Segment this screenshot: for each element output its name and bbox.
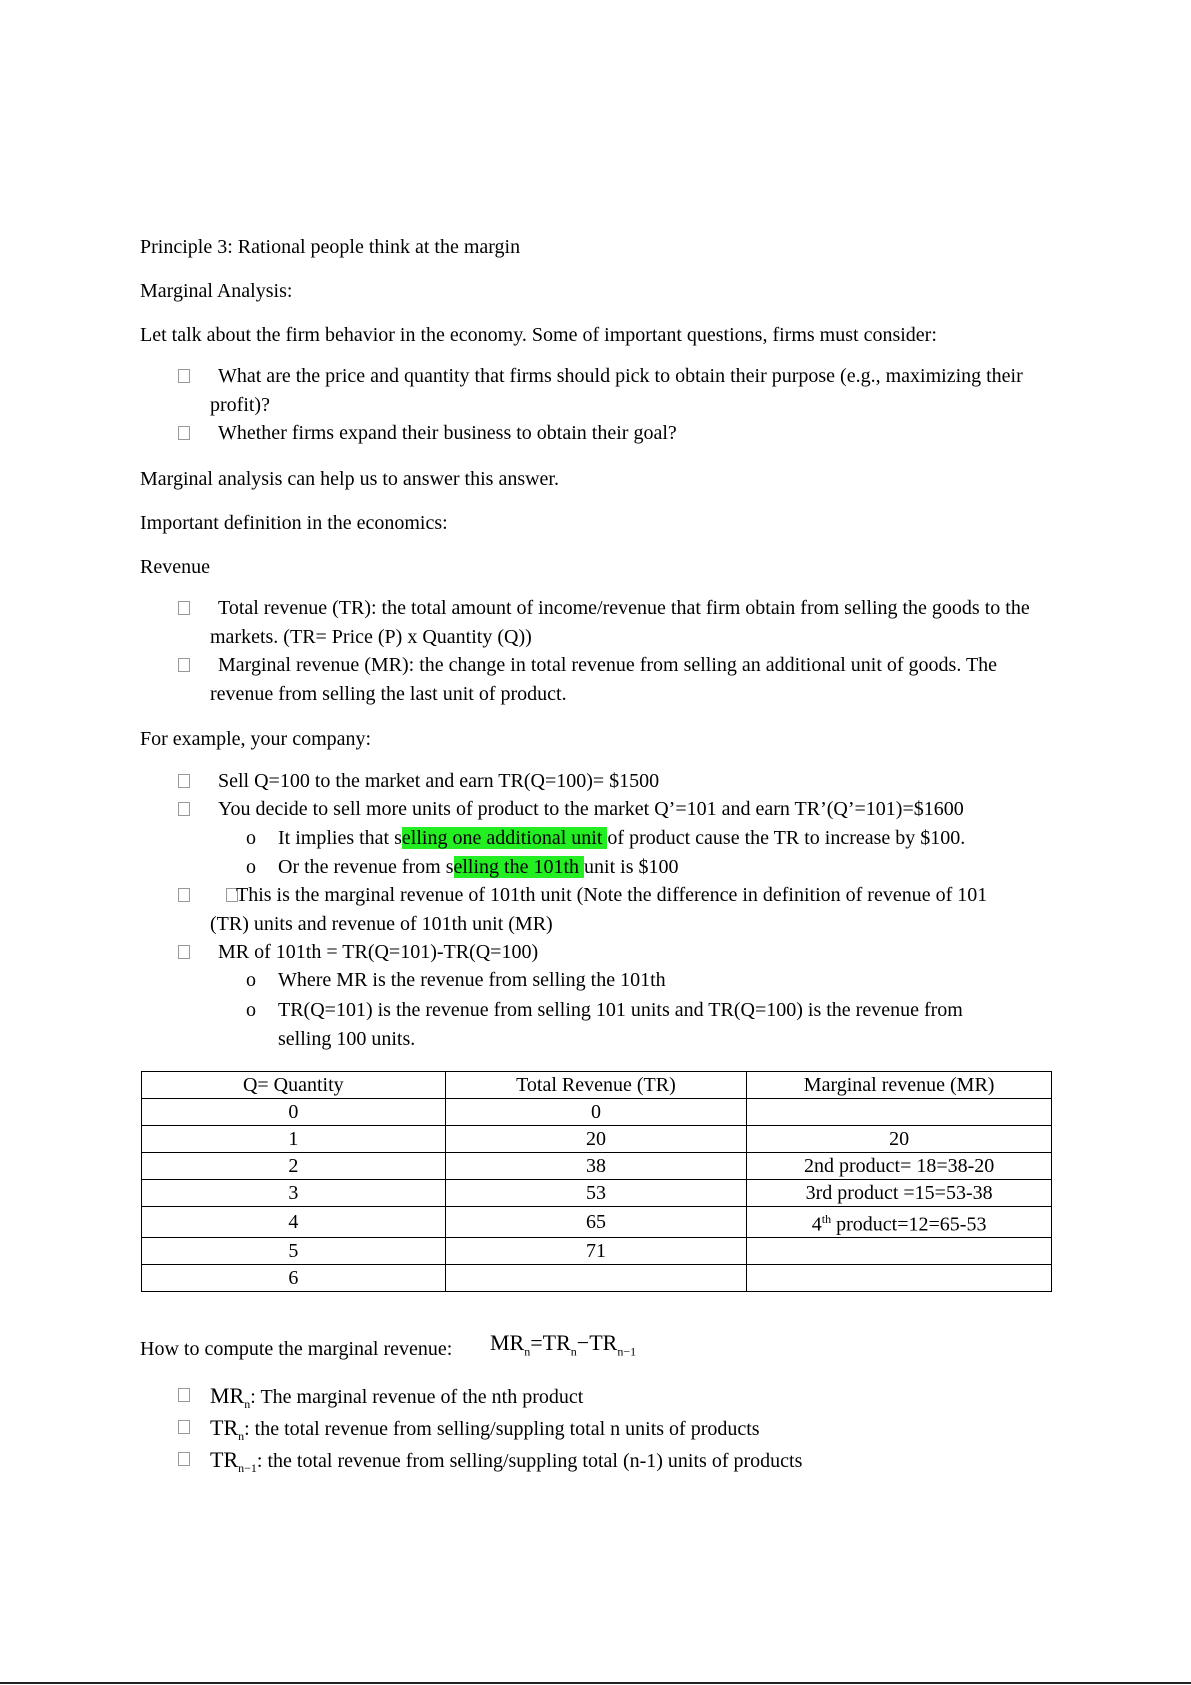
table-row: 1 20 20 — [142, 1126, 1052, 1153]
bullet-box-icon — [178, 1420, 190, 1434]
column-header: Marginal revenue (MR) — [747, 1072, 1052, 1099]
bullet-box-icon — [178, 601, 190, 615]
document-page: Principle 3: Rational people think at the margin Marginal Analysis: Let talk about the firm behavior in the economy. Some of important questions, firms must consider: What are the price and quantity that firms should pick to obtain their purpose (e.g., maximizing their profit)? Whether firms expand their business to obtain their goal? Marginal analysis can help us to answer this answer. Important definition in the economics: Revenue Total revenue (TR): the total amount of income/revenue that firm obtain from selling the goods to the markets. (TR= Price (P) x Quantity (Q)) Marginal revenue (MR): the change in total revenue from selling an additional unit of goods. The revenue from selling the last unit of product. For example, your company: Sell Q=100 to the market and earn TR(Q=100)= $1500 You decide to sell more units of product to the market Q’=101 and earn TR’(Q’=101)=$1600 o It implies that selling one additional unit of product cause the TR to increase by $100. o Or the revenue from selling the 101th unit is $100 This is the marginal revenue of 101th unit (Note the difference in definition of revenue of 101 (TR) units and revenue of 101th unit (MR) MR of 101th = TR(Q=101)-TR(Q=100) o Where MR is the revenue from selling the 101th o TR(Q=101) is the revenue from selling 101 units and TR(Q=100) is the revenue from selling 100 units. Q= Quantity Total Revenue (TR) Marginal revenue (MR) 0 0 1 20 20 2 38 2nd product= 18=38-20 3 53 3rd product =15=53-38 4 65 4th product=12=65-53 5 71 6 How to compute the marginal revenue: $MR_n=TR_n-TR_{n-1}$ $MR_n$: The marginal revenue of the nth product $TR_n$: the total revenue from selling/suppling total n units of products $TR_{n-1}$: the total revenue from selling/suppling total (n-1) units of products — [0, 0, 1191, 1685]
definition-heading: Important definition in the economics: — [140, 512, 448, 534]
bullet-box-icon — [178, 1452, 190, 1466]
table-row: 6 — [142, 1264, 1052, 1291]
answer-line: Marginal analysis can help us to answer this answer. — [140, 468, 559, 490]
table-row: 5 71 — [142, 1237, 1052, 1264]
revenue-table — [141, 1071, 1052, 1292]
table-row: 4 65 4th product=12=65-53 — [142, 1207, 1052, 1238]
column-header: Q= Quantity — [142, 1072, 446, 1099]
bullet-box-icon — [178, 945, 190, 959]
bullet-box-icon — [178, 658, 190, 672]
bullet-box-icon — [178, 369, 190, 383]
revenue-heading: Revenue — [140, 556, 210, 578]
bullet-box-icon — [178, 426, 190, 440]
bullet-box-icon — [178, 888, 190, 902]
table-row: 0 0 — [142, 1099, 1052, 1126]
bullet-box-icon — [178, 774, 190, 788]
example-heading: For example, your company: — [140, 728, 372, 750]
highlight: elling the 101th — [453, 856, 585, 878]
table-header-row — [142, 1072, 1052, 1099]
column-header: Total Revenue (TR) — [445, 1072, 747, 1099]
compute-label: How to compute the marginal revenue: — [140, 1338, 453, 1360]
bullet-box-icon — [178, 1388, 190, 1402]
intro-paragraph: Let talk about the firm behavior in the economy. Some of important questions, firms must consider: — [140, 324, 937, 346]
highlight: elling one additional unit — [401, 827, 608, 849]
page-bottom-rule — [0, 1682, 1191, 1684]
principle-title: Principle 3: Rational people think at the margin — [140, 236, 521, 258]
marginal-revenue-formula: $MR_n=TR_n-TR_{n-1}$ — [490, 1330, 637, 1359]
marginal-analysis-heading: Marginal Analysis: — [140, 280, 293, 302]
bullet-box-icon — [178, 802, 190, 816]
table-row: 2 38 2nd product= 18=38-20 — [142, 1153, 1052, 1180]
table-row: 3 53 3rd product =15=53-38 — [142, 1180, 1052, 1207]
